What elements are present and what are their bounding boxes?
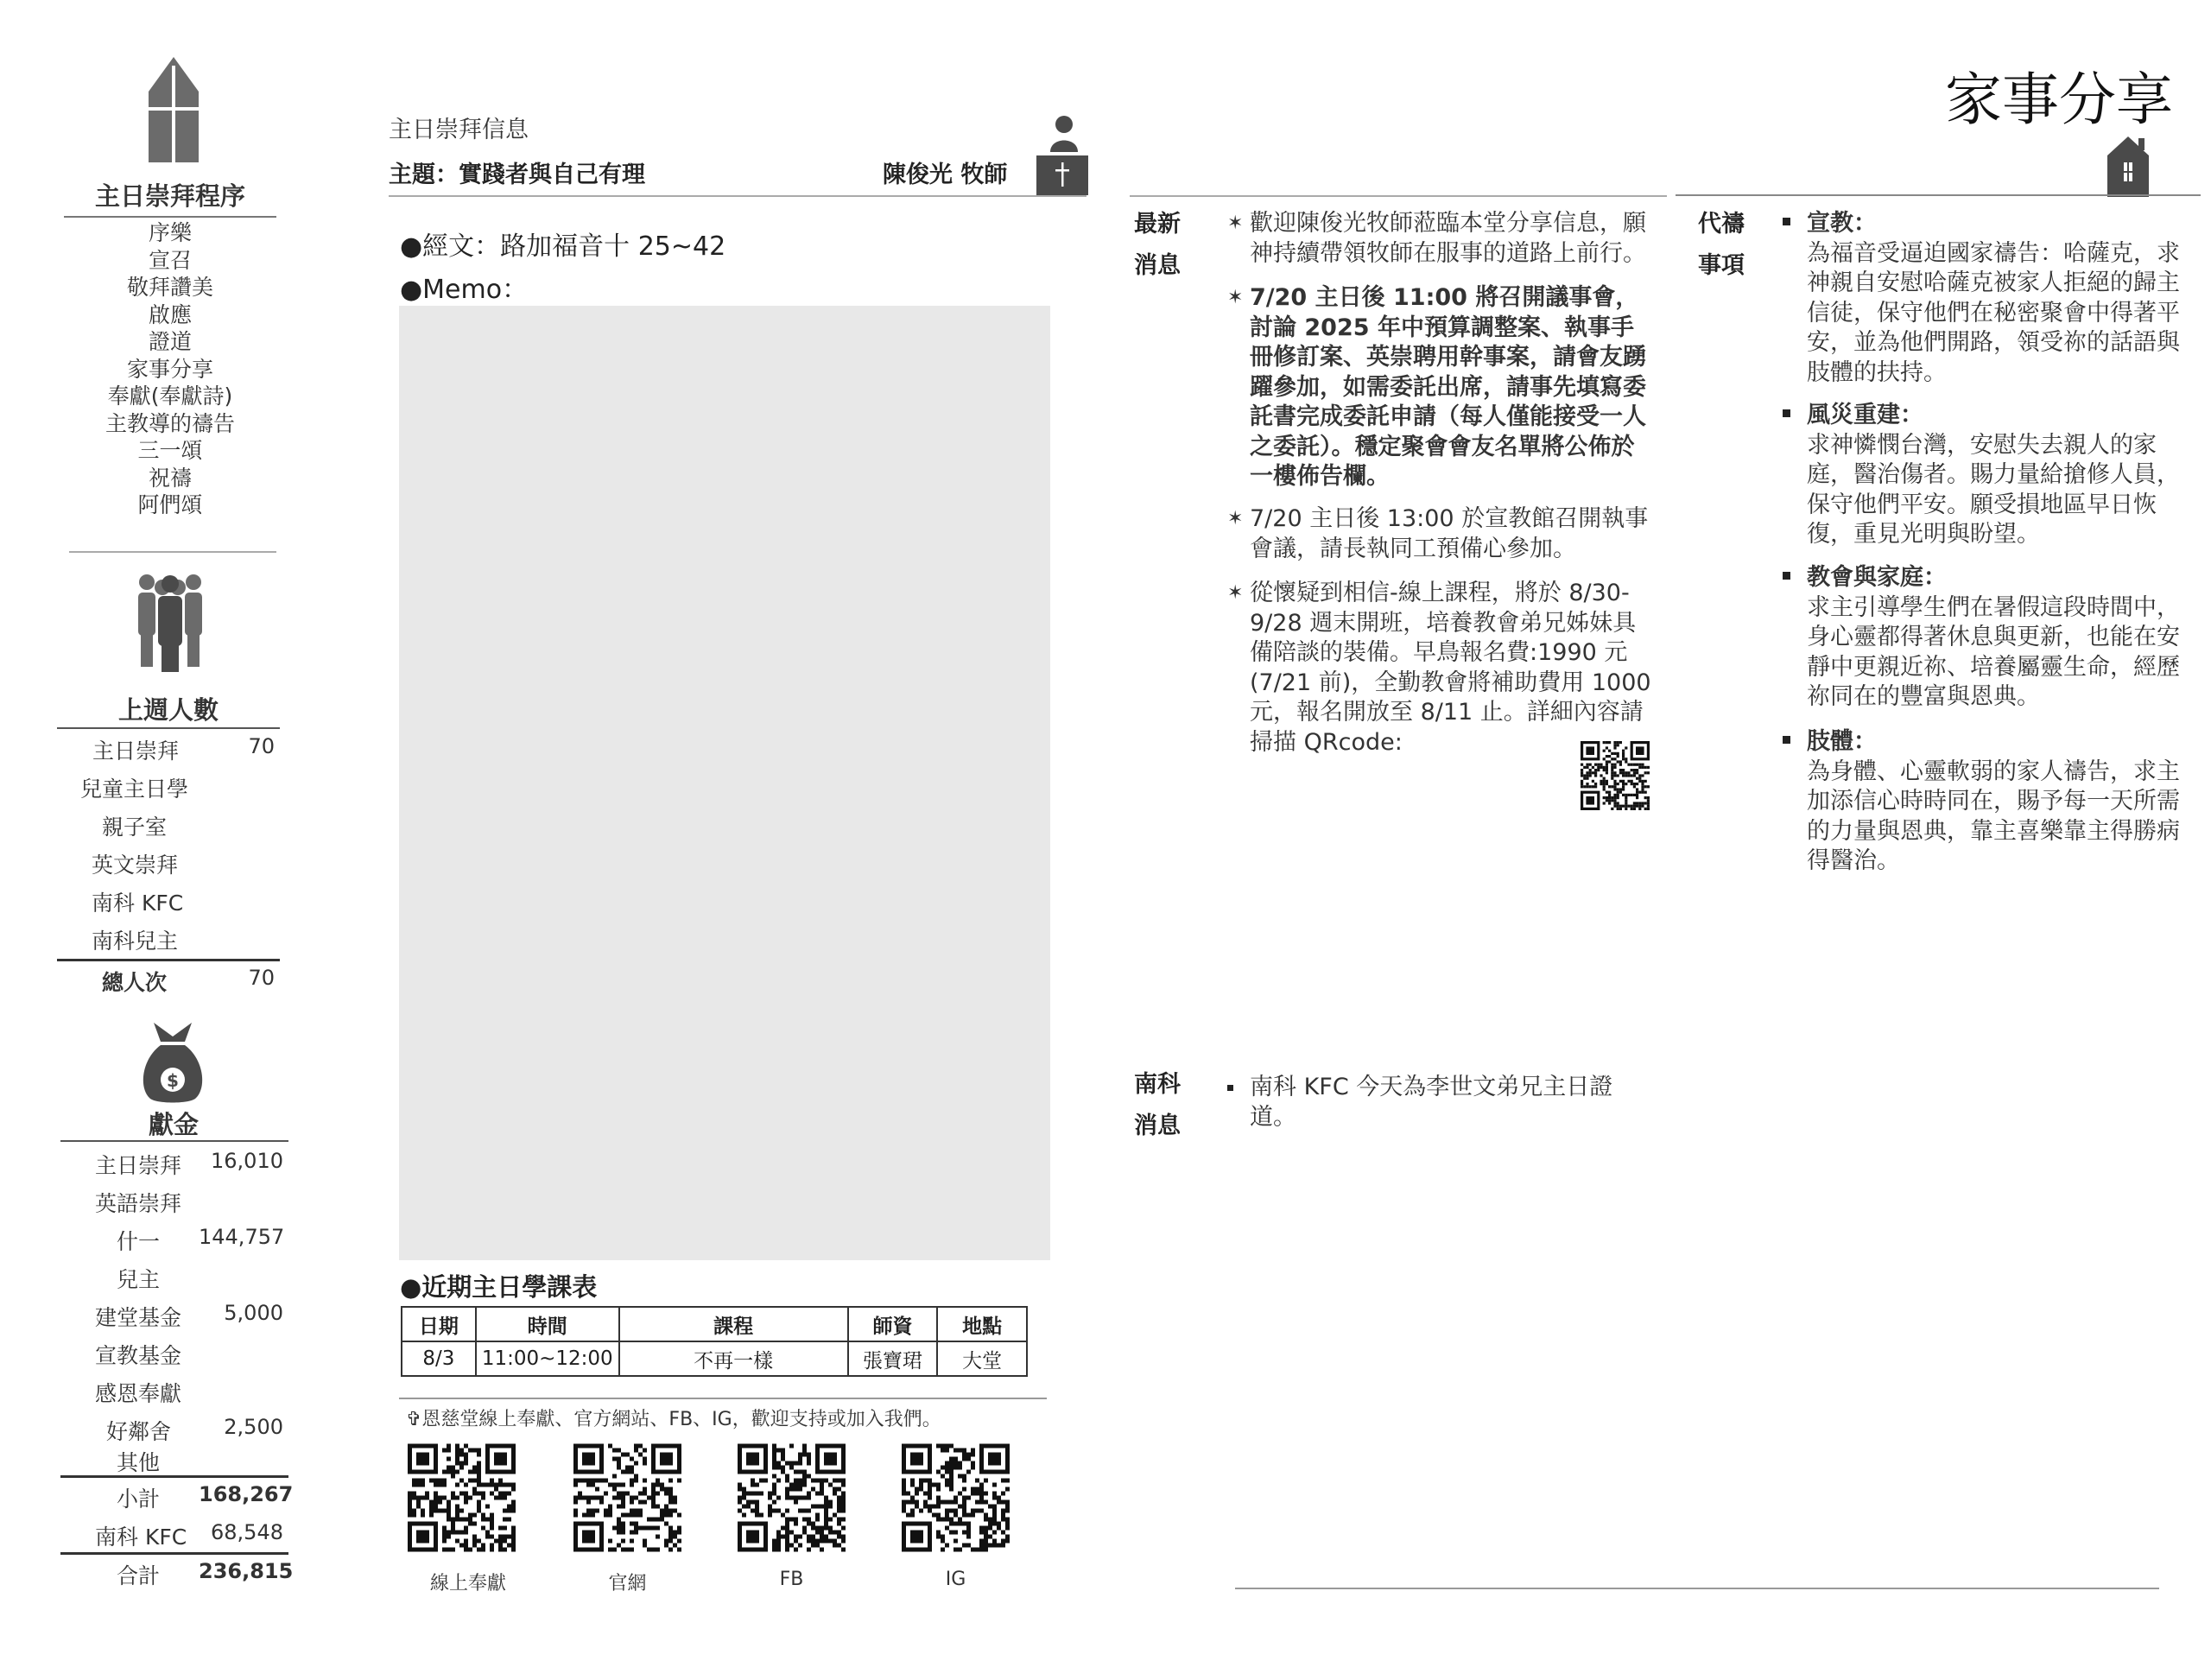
qr-code-facebook[interactable]: [738, 1441, 846, 1555]
attendance-title: 上週人數: [117, 695, 219, 725]
attendance-label: 主日崇拜: [92, 739, 180, 764]
offering-value: 16,010: [211, 1149, 283, 1173]
sermon-theme: 主題：實踐者與自己有理: [389, 162, 645, 188]
offering-subtotal-label: 小計: [117, 1487, 161, 1512]
qr-code-course[interactable]: [1581, 739, 1650, 812]
table-cell: 不再一樣: [619, 1341, 848, 1376]
table-header: 課程: [619, 1307, 848, 1341]
offering-label: 其他: [117, 1450, 161, 1475]
attendance-total-label: 總人次: [102, 970, 168, 995]
prayer-item: 教會與家庭： 求主引導學生們在暑假這段時間中，身心靈都得著休息與更新，也能在安靜中更親近祢、培養屬靈生命，經歷祢同在的豐富與恩典。: [1807, 563, 2187, 713]
news-item: ✶ 7/20 主日後 11:00 將召開議事會，討論 2025 年中預算調整案、執事手冊修訂案、英崇聘用幹事案，請會友踴躍參加，如需委託出席，請事先填寫委託書完成委託申請（每人僅能接受一人之委託）。穩定聚會會友名單將公佈於一樓佈告欄。: [1227, 284, 1646, 490]
prayer-item: 肢體： 為身體、心靈軟弱的家人禱告，求主加添信心時時同在，賜予每一天所需的力量與恩典，靠主喜樂靠主得勝病得醫治。: [1807, 727, 2187, 877]
offering-value: 5,000: [224, 1301, 283, 1325]
news-label: 最新 消息: [1134, 211, 1181, 279]
order-item: 奉獻(奉獻詩): [107, 384, 233, 409]
order-list: [64, 219, 276, 519]
people-icon: [136, 572, 204, 674]
table-cell: 8/3: [402, 1341, 476, 1376]
qr-label: IG: [945, 1569, 966, 1590]
order-item: 證道: [148, 329, 192, 354]
qr-label: 官網: [608, 1573, 647, 1594]
house-icon: [2107, 133, 2149, 197]
pulpit-icon: [1036, 114, 1088, 195]
table-cell: 張寶珺: [848, 1341, 938, 1376]
table-cell: 大堂: [937, 1341, 1027, 1376]
memo-label: ●Memo：: [400, 275, 529, 305]
table-header: 師資: [848, 1307, 938, 1341]
preacher-name: 陳俊光 牧師: [883, 162, 1008, 188]
offering-label: 感恩奉獻: [95, 1381, 182, 1406]
table-row: [402, 1341, 1027, 1376]
qr-label: 線上奉獻: [429, 1573, 506, 1594]
sermon-info-label: 主日崇拜信息: [389, 117, 529, 143]
school-table: [401, 1306, 1028, 1377]
kfc-news-item: 南科 KFC 今天為李世文弟兄主日證道。: [1250, 1073, 1630, 1132]
scripture: ●經文：路加福音十 25~42: [400, 231, 726, 262]
offering-kfc-label: 南科 KFC: [95, 1525, 187, 1550]
attendance-label: 親子室: [102, 815, 168, 840]
section-title: 家事分享: [1945, 67, 2173, 133]
svg-text:$: $: [167, 1070, 179, 1091]
news-item: ✶ 7/20 主日後 13:00 於宣教館召開執事會議，請長執同工預備心參加。: [1227, 505, 1649, 562]
order-item: 啟應: [148, 301, 192, 327]
order-item: 三一頌: [137, 438, 203, 463]
order-item: 祝禱: [148, 465, 192, 491]
table-cell: 11:00~12:00: [476, 1341, 619, 1376]
offering-title: 獻金: [148, 1110, 199, 1139]
qr-code-website[interactable]: [573, 1441, 681, 1555]
prayer-item: 宣教： 為福音受逼迫國家禱告：哈薩克，求神親自安慰哈薩克被家人拒絕的歸主信徒，保守他們在秘密聚會中得著平安，並為他們開路，領受祢的話語與肢體的扶持。: [1807, 209, 2187, 388]
prayer-label: 代禱 事項: [1698, 211, 1745, 279]
qr-code-online-offering[interactable]: [408, 1441, 516, 1555]
money-bag-icon: [142, 1019, 204, 1104]
offering-label: 好鄰舍: [106, 1419, 172, 1444]
offering-label: 英語崇拜: [95, 1191, 182, 1216]
offering-total-label: 合計: [117, 1563, 161, 1588]
attendance-label: 兒童主日學: [80, 777, 189, 802]
kfc-news-label: 南科 消息: [1134, 1071, 1181, 1139]
news-item: ✶ 歡迎陳俊光牧師蒞臨本堂分享信息，願神持續帶領牧師在服事的道路上前行。: [1227, 210, 1646, 267]
qr-code-instagram[interactable]: [902, 1441, 1010, 1555]
news-item: ✶ 從懷疑到相信-線上課程，將於 8/30-9/28 週末開班，培養教會弟兄姊妹具備陪談的裝備。早鳥報名費:1990 元(7/21 前)，全勤教會將補助費用 1000 元，報名開放至 8/11 止。詳細內容請掃描 QRcode:: [1227, 580, 1651, 756]
order-item: 阿們頌: [137, 492, 203, 517]
memo-area[interactable]: [399, 306, 1050, 1260]
offering-value: 144,757: [199, 1225, 285, 1249]
table-header: 地點: [937, 1307, 1027, 1341]
offering-label: 主日崇拜: [95, 1153, 182, 1178]
order-item: 宣召: [148, 247, 192, 273]
offering-total-value: 236,815: [199, 1559, 294, 1583]
offering-kfc-value: 68,548: [211, 1520, 283, 1544]
order-item: 序樂: [148, 220, 192, 245]
offering-subtotal-value: 168,267: [199, 1482, 294, 1506]
order-item: 主教導的禱告: [105, 410, 235, 436]
table-header-row: [402, 1307, 1027, 1341]
attendance-value: 70: [248, 734, 275, 758]
table-header: 時間: [476, 1307, 619, 1341]
attendance-total-value: 70: [248, 966, 275, 990]
order-title: 主日崇拜程序: [94, 181, 245, 211]
offering-label: 什一: [117, 1229, 161, 1254]
links-intro: ✞恩慈堂線上奉獻、官方網站、FB、IG，歡迎支持或加入我們。: [406, 1409, 941, 1430]
offering-label: 宣教基金: [95, 1343, 182, 1368]
attendance-label: 英文崇拜: [92, 853, 179, 878]
attendance-label: 南科 KFC: [92, 891, 184, 916]
offering-label: 兒主: [117, 1267, 161, 1292]
table-header: 日期: [402, 1307, 476, 1341]
offering-label: 建堂基金: [95, 1305, 182, 1330]
order-item: 敬拜讚美: [126, 275, 213, 300]
school-title: ●近期主日學課表: [400, 1272, 598, 1302]
qr-label: FB: [779, 1569, 804, 1590]
church-window-icon: [149, 57, 199, 162]
offering-value: 2,500: [224, 1415, 283, 1439]
order-item: 家事分享: [126, 356, 213, 382]
attendance-label: 南科兒主: [92, 929, 179, 954]
prayer-item: 風災重建： 求神憐憫台灣，安慰失去親人的家庭，醫治傷者。賜力量給搶修人員，保守他們平安。願受損地區早日恢復，重見光明與盼望。: [1807, 401, 2187, 550]
